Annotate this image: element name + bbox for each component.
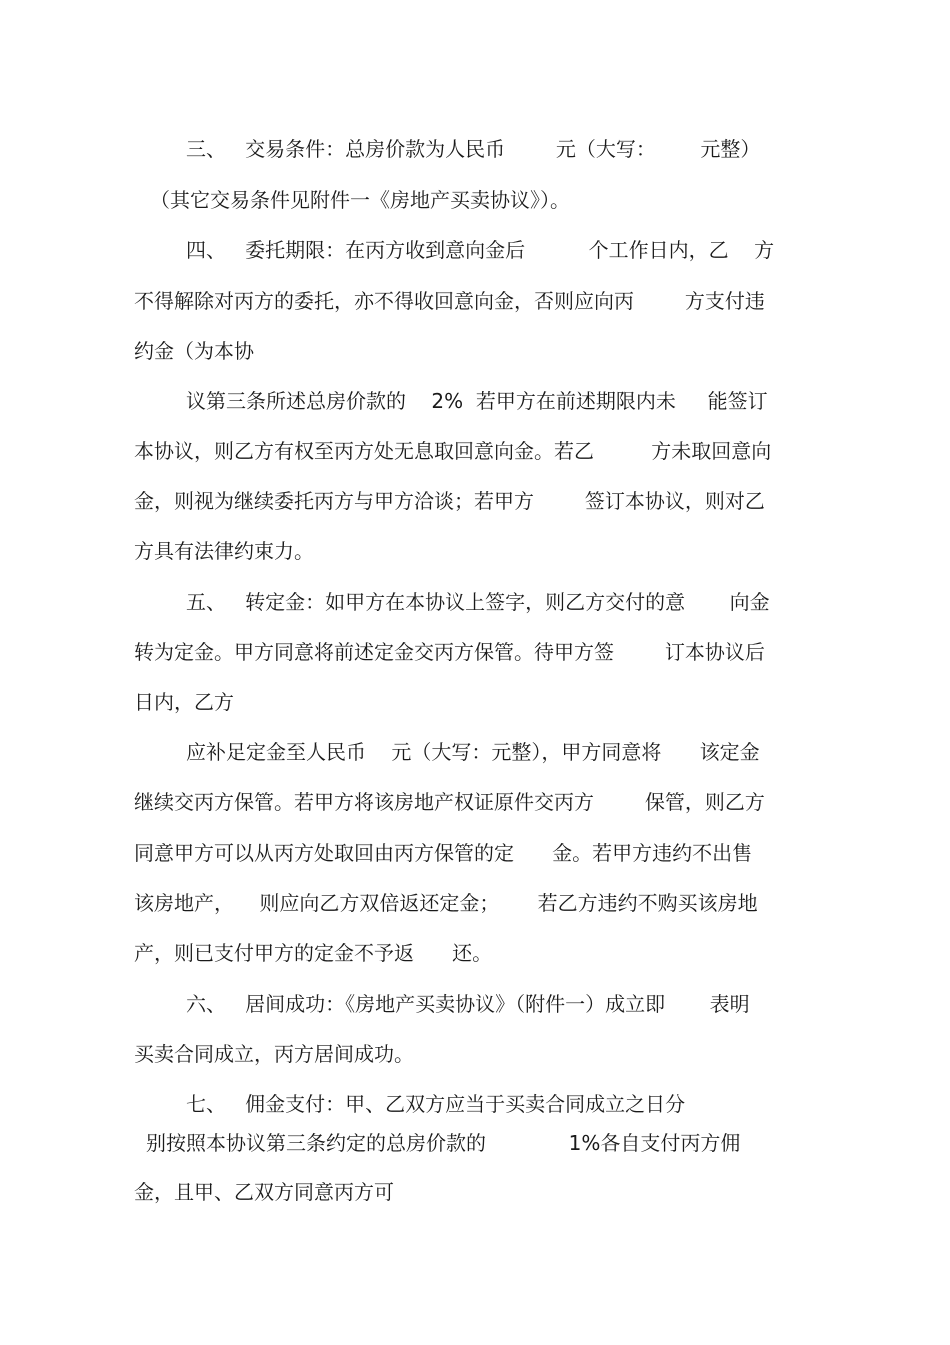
clause-6-line-1: 六、 居间成功：《房地产买卖协议》（附件一）成立即 表明 [186,992,750,1016]
clause-5-line-4: 应补足定金至人民币 元（大写：元整），甲方同意将 该定金 [186,740,760,764]
clause-3-line-2: （其它交易条件见附件一《房地产买卖协议》）。 [150,188,570,212]
clause-7-line-1: 七、 佣金支付：甲、乙双方应当于买卖合同成立之日分 [186,1092,686,1116]
clause-5-line-7: 该房地产， 则应向乙方双倍返还定金； 若乙方违约不购买该房地 [134,891,758,915]
clause-5-line-5: 继续交丙方保管。若甲方将该房地产权证原件交丙方 保管，则乙方 [134,790,765,814]
clause-4-line-4: 议第三条所述总房价款的 2% 若甲方在前述期限内未 能签订 [186,389,768,413]
clause-4-line-5: 本协议，则乙方有权至丙方处无息取回意向金。若乙 方未取回意向 [134,439,772,463]
clause-4-line-7: 方具有法律约束力。 [134,539,314,563]
clause-4-line-3: 约金（为本协 [134,339,254,363]
clause-7-line-2: 别按照本协议第三条约定的总房价款的 1%各自支付丙方佣 [146,1131,741,1155]
clause-7-line-3: 金，且甲、乙双方同意丙方可 [134,1180,394,1204]
clause-6-line-2: 买卖合同成立，丙方居间成功。 [134,1042,414,1066]
clause-5-line-1: 五、 转定金：如甲方在本协议上签字，则乙方交付的意 向金 [186,590,770,614]
clause-5-line-2: 转为定金。甲方同意将前述定金交丙方保管。待甲方签 订本协议后 [134,640,765,664]
clause-4-line-2: 不得解除对丙方的委托，亦不得收回意向金，否则应向丙 方支付违 [134,289,765,313]
clause-5-line-6: 同意甲方可以从丙方处取回由丙方保管的定 金。若甲方违约不出售 [134,841,753,865]
clause-5-line-8: 产，则已支付甲方的定金不予返 还。 [134,941,493,965]
clause-4-line-1: 四、 委托期限：在丙方收到意向金后 个工作日内，乙 方 [186,238,775,262]
clause-3-line-1: 三、 交易条件：总房价款为人民币 元（大写： 元整） [186,137,761,161]
clause-4-line-6: 金，则视为继续委托丙方与甲方洽谈；若甲方 签订本协议，则对乙 [134,489,765,513]
clause-5-line-3: 日内，乙方 [134,690,234,714]
